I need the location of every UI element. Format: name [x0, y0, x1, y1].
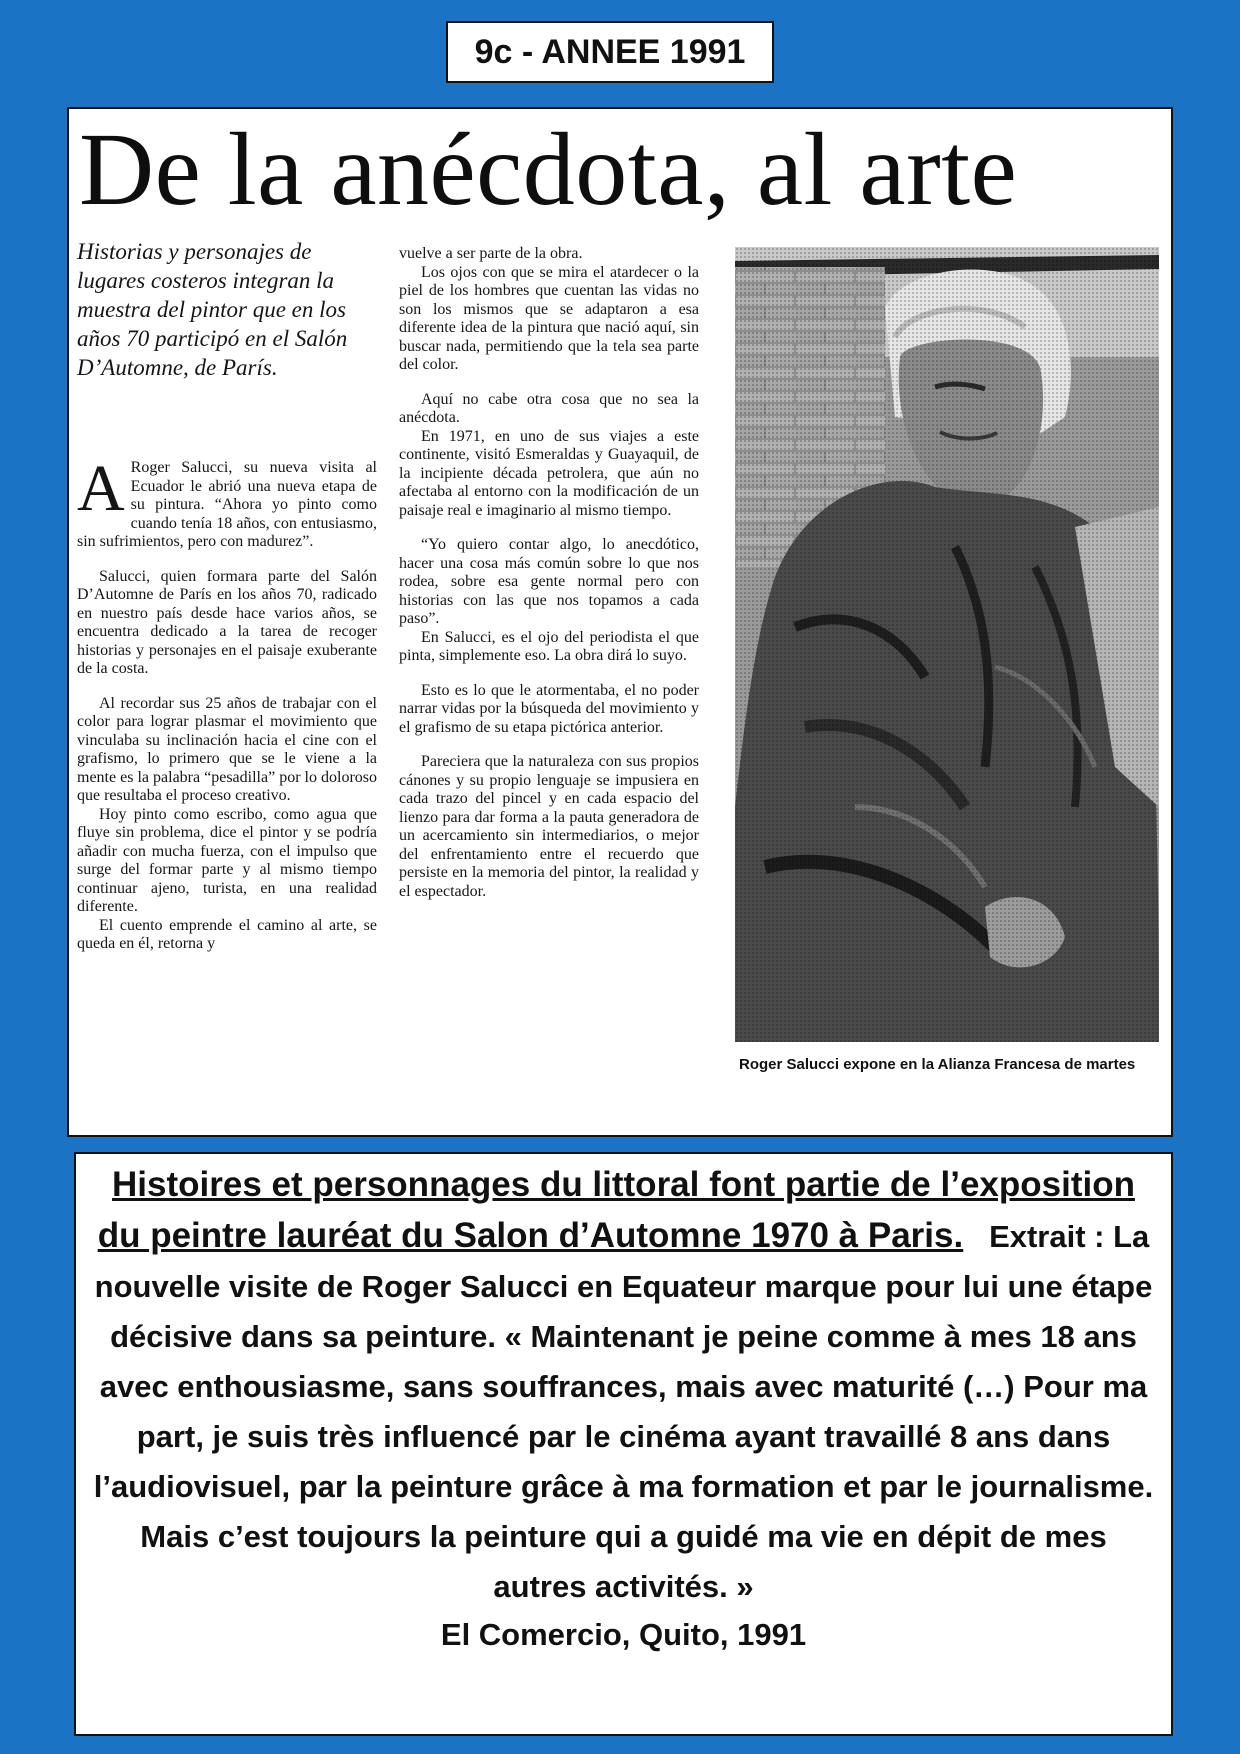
article-paragraph: Aquí no cabe otra cosa que no sea la anécdota.: [399, 390, 699, 426]
article-paragraph: Pareciera que la naturaleza con sus propios cánones y su propio lenguaje se impusiera en cada trazo del pincel y en cada espacio del lienzo para dar forma a la pauta generadora de un acercamiento sin intermediarios, o mejor del enfrentamiento entre el recuerdo que persiste en la memoria del pintor, la realidad y el espectador.: [399, 753, 699, 900]
article-paragraph: En 1971, en uno de sus viajes a este continente, visitó Esmeraldas y Guayaquil, de la incipiente década petrolera, que aún no afectaba al entorno con la modificación de un paisaje real e imaginario al mismo tiempo.: [399, 427, 699, 519]
article-paragraph: El cuento emprende el camino al arte, se queda en él, retorna y: [77, 916, 377, 952]
article-paragraph: “Yo quiero contar algo, lo anecdótico, hacer una cosa más común sobre lo que nos rodea, sobre esa gente normal pero con historias con las que nos topamos a cada paso”.: [399, 536, 699, 627]
article-column-2: [399, 245, 699, 901]
article-paragraph: Esto es lo que le atormentaba, el no poder narrar vidas por la búsqueda del movimiento y el grafismo de su etapa pictórica anterior.: [399, 681, 699, 736]
translation-box: [74, 1152, 1173, 1736]
article-paragraph: Salucci, quien formara parte del Salón D’Automne de París en los años 70, radicado en nuestro país desde hace varios años, se encuentra dedicado a la tarea de recoger historias y personajes en el paisaje exuberante de la costa.: [77, 567, 377, 677]
page-label: 9c - ANNEE 1991: [446, 21, 774, 83]
article-paragraph: A Roger Salucci, su nueva visita al Ecuador le abrió una nueva etapa de su pintura. “Ahora yo pinto como cuando tenía 18 años, con entusiasmo, sin sufrimientos, pero con madurez”.: [77, 452, 377, 550]
article-column-1: [77, 452, 377, 954]
article-paragraph: Hoy pinto como escribo, como agua que fluye sin problema, dice el pintor y se podría añadir con mucha fuerza, con el impulso que surge del formar parte y al mismo tiempo continuar ajeno, turista, en una realidad diferente.: [77, 805, 377, 915]
article-headline: De la anécdota, al arte: [79, 112, 1018, 227]
article-paragraph: Al recordar sus 25 años de trabajar con el color para lograr plasmar el movimiento que vinculaba su inclinación hacia el cine con el grafismo, lo primero que se le viene a la mente es la palabra “pesadilla” por lo doloroso que resultaba el proceso creativo.: [77, 694, 377, 804]
portrait-photo: [735, 247, 1159, 1042]
translation-text: [90, 1160, 1157, 1612]
article-subtitle: Historias y personajes de lugares costeros integran la muestra del pintor que en los años 70 participó en el Salón D’Automne, de París.: [77, 239, 348, 380]
newspaper-clipping: [67, 107, 1173, 1137]
article-paragraph: vuelve a ser parte de la obra.: [399, 245, 583, 262]
translation-heading: Histoires et personnages du littoral font partie de l’exposition du peintre lauréat du Salon d’Automne 1970 à Paris.: [97, 1165, 1135, 1255]
translation-body: Extrait : La nouvelle visite de Roger Salucci en Equateur marque pour lui une étape décisive dans sa peinture. « Maintenant je peine comme à mes 18 ans avec enthousiasme, sans souffrances, mais avec maturité (…) Pour ma part, je suis très influencé par le cinéma ayant travaillé 8 ans dans l’audiovisuel, par la peinture grâce à ma formation et par le journalisme. Mais c’est toujours la peinture qui a guidé ma vie en dépit de mes autres activités. »: [93, 1219, 1154, 1604]
article-paragraph: En Salucci, es el ojo del periodista el que pinta, simplemente eso. La obra dirá lo suyo.: [399, 628, 699, 664]
article-paragraph: Los ojos con que se mira el atardecer o la piel de los hombres que cuentan las vidas no son los mismos que se adaptaron a esa diferente idea de la pintura que nació aquí, sin buscar nada, permitiendo que la tela sea parte del color.: [399, 263, 699, 373]
drop-cap: A: [77, 452, 125, 525]
photo-caption: Roger Salucci expone en la Alianza Francesa de martes: [739, 1056, 1136, 1073]
source-line: El Comercio, Quito, 1991: [440, 1617, 807, 1652]
